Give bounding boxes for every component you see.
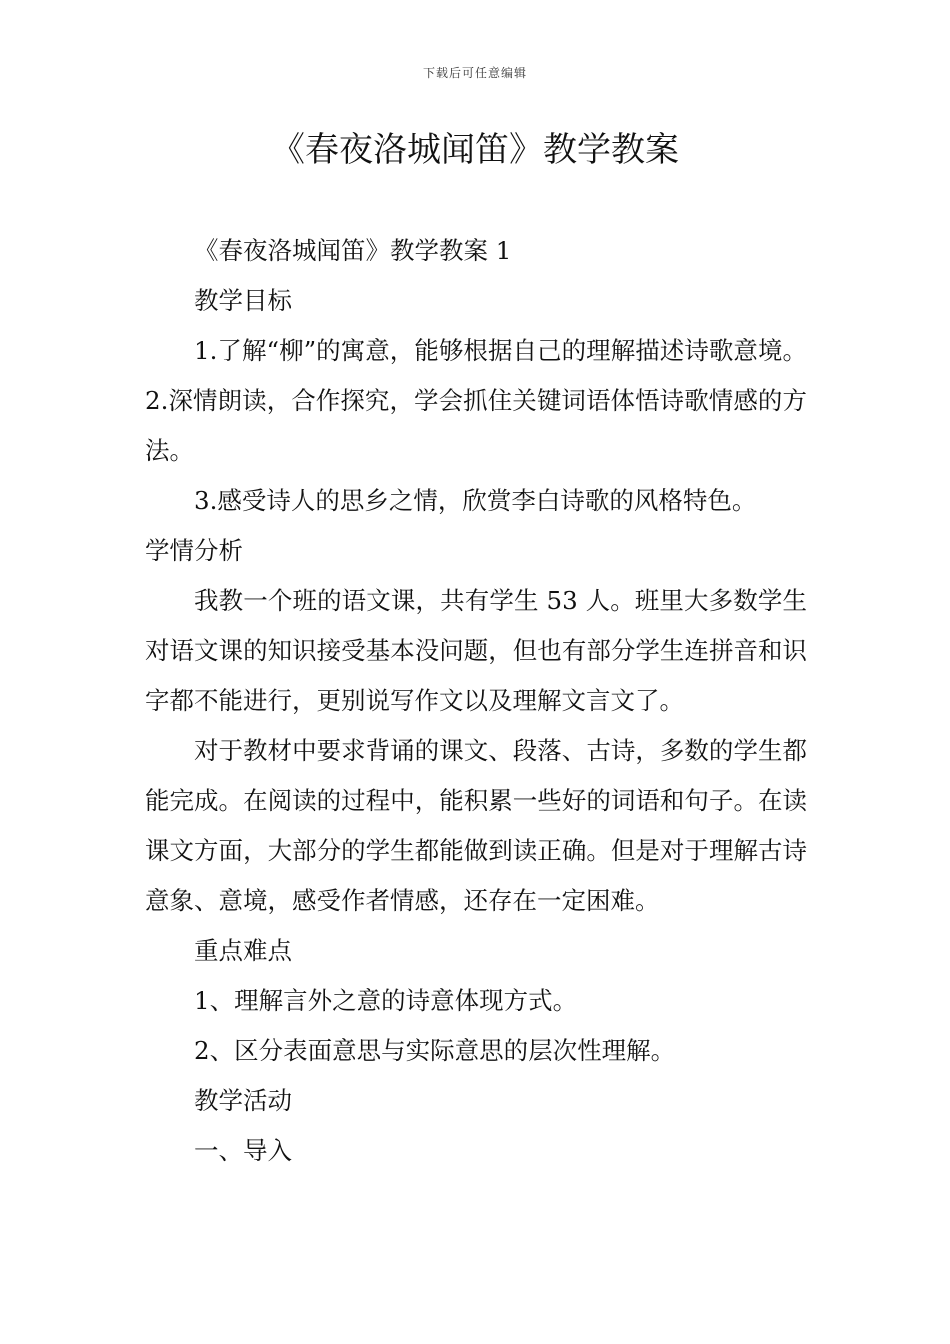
document-title: 《春夜洛城闻笛》教学教案 [271,130,679,170]
paragraph-objective-3: 3.感受诗人的思乡之情，欣赏李白诗歌的风格特色。 [194,486,757,515]
paragraph-objectives-1-2: 1.了解“柳”的寓意，能够根据自己的理解描述诗歌意境。2.深情朗读，合作探究，学会抓住关键词语体悟诗歌情感的方法。 [145,336,807,465]
paragraph-section-objectives: 教学目标 [194,286,292,315]
paragraph-key-point-2: 2、区分表面意思与实际意思的层次性理解。 [194,1036,676,1065]
document-body [145,226,807,1176]
paragraph-student-analysis-2: 对于教材中要求背诵的课文、段落、古诗，多数的学生都能完成。在阅读的过程中，能积累一些好的词语和句子。在读课文方面，大部分的学生都能做到读正确。但是对于理解古诗意象、意境，感受作者情感，还存在一定困难。 [145,736,807,915]
header-note: 下载后可任意编辑 [422,66,527,80]
paragraph-section-student-analysis: 学情分析 [145,536,243,565]
paragraph-key-point-1: 1、理解言外之意的诗意体现方式。 [194,986,578,1015]
paragraph-section-activities: 教学活动 [194,1086,292,1115]
paragraph-student-analysis-1: 我教一个班的语文课，共有学生 53 人。班里大多数学生对语文课的知识接受基本没问题，但也有部分学生连拼音和识字都不能进行，更别说写作文以及理解文言文了。 [145,586,807,715]
paragraph-lesson-heading: 《春夜洛城闻笛》教学教案 1 [194,236,512,265]
paragraph-section-key-points: 重点难点 [194,936,292,965]
paragraph-activity-intro: 一、导入 [194,1136,292,1165]
